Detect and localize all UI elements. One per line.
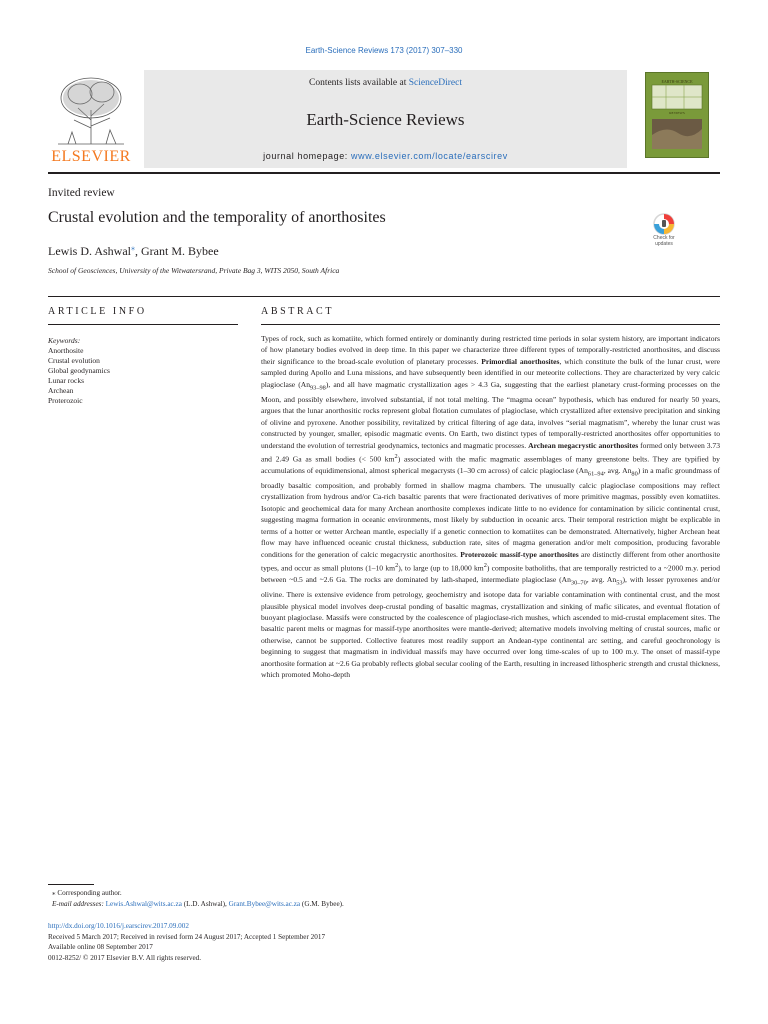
journal-citation[interactable]: Earth-Science Reviews 173 (2017) 307–330 [305,46,463,55]
publication-info [48,921,325,963]
crossmark-button[interactable] [650,212,678,252]
author-name[interactable]: Grant M. Bybee [141,244,219,258]
abstract-text-run: ), with lesser pyroxenes and/or olivine. There is extensive evidence from petrology, geochemistry and isotope data for variable contamination with continental crust, and the most plausible physical model involves deep-crustal ponding of basaltic magmas, crystallization and sinking of mafic silicates, and eventual flotation of buoyant plagioclase. Massifs were constructed by the coalescence of plagioclase-rich mushes, which ascended to mid-crustal emplacement sites. The basaltic parent melts or magmas for massif-type anorthosites were mantle-derived; alternative models involving melting of crustal sources, mafic or otherwise, cannot be supported. Collective features most readily support an Andean-type continental arc setting, and careful geochronology is beginning to suggest that magmatism in individual massifs may have occurred over long time-scales of up to 100 m.y. The onset of massif-type anorthosite formation at ~2.6 Ga probably reflects global secular cooling of the Earth, resulting in increased lithospheric strength and crustal thickness, which promoted Moho-depth [261,575,721,680]
keyword-item: Crustal evolution [48,356,100,365]
abstract-text-run: , avg. An [603,466,632,476]
keyword-item: Proterozoic [48,396,83,405]
homepage-prefix: journal homepage: [263,151,351,161]
journal-header [48,70,720,168]
abstract-rule [261,324,720,325]
sciencedirect-link[interactable]: ScienceDirect [408,78,462,88]
journal-masthead [144,70,627,168]
abstract-text [261,333,720,681]
author-list [48,243,219,259]
abstract-text-run: ), to large (up to 18,000 km [398,563,484,573]
cover-subtitle: REVIEWS [669,111,685,115]
keyword-item: Global geodynamics [48,366,110,375]
cover-art-icon [646,73,708,157]
abstract-superscript: 2 [395,562,399,570]
elsevier-tree-icon [48,70,134,148]
abstract-emphasis: Primordial anorthosites [481,356,560,366]
email-label: E-mail addresses: [52,899,104,908]
email-owner: (L.D. Ashwal), [181,899,229,908]
abstract-text-run: formed only between 3.73 and 2.49 Ga as small bodies (< 500 km [261,440,720,464]
article-title: Crustal evolution and the temporality of anorthosites [48,209,386,226]
copyright: 0012-8252/ © 2017 Elsevier B.V. All rights reserved. [48,953,202,962]
abstract-text-run: Types of rock, such as komatiite, which formed entirely or dominantly during restricted time periods in solar system history, are important indicators of how planetary bodies evolved in deep time. In this paper we characterize three different types of temporally-restricted anorthosites, and discuss their significance to the broad-scale evolution of planetary processes. [261,334,720,366]
homepage-line [144,151,627,161]
email-owner: (G.M. Bybee). [300,899,344,908]
abstract-subscript: 93–98 [310,384,326,392]
contents-line [144,78,627,88]
abstract-text-run: ) composite batholiths, that are temporally restricted to a ~2000 m.y. period between ~0.5 and ~2.6 Ga. The rocks are dominated by lath-shaped, intermediate plagioclase (An [261,563,720,585]
keyword-item: Archean [48,386,74,395]
email-line [52,899,344,910]
article-info-heading: ARTICLE INFO [48,306,147,317]
publisher-wordmark: ELSEVIER [51,148,131,165]
header-divider [48,172,720,174]
author-separator: , [135,244,141,258]
online-date: Available online 08 September 2017 [48,943,153,952]
article-history: Received 5 March 2017; Received in revised form 24 August 2017; Accepted 1 September 2017 [48,932,326,941]
elsevier-tree-logo[interactable] [48,70,134,168]
homepage-link[interactable]: www.elsevier.com/locate/earscirev [351,151,508,161]
keywords-block [48,336,228,406]
email-link[interactable]: Lewis.Ashwal@wits.ac.za [105,899,182,908]
abstract-superscript: 2 [483,562,487,570]
abstract-subscript: 30–70 [570,579,587,587]
corresponding-author-mark[interactable]: ⁎ [131,243,135,252]
contents-prefix: Contents lists available at [308,78,409,88]
abstract-heading: ABSTRACT [261,306,335,317]
abstract-text-run: ) in a mafic groundmass of broadly basaltic composition, and probably formed in shallow magma chambers. The unusually calcic plagioclase compositions may reflect crystallization from hydrous and/or Ca-rich basaltic parents that were fractionated derivatives of more primitive magmas, possibly even komatiites. Isotopic and geochemical data for many Archean anorthosite complexes indicate little to no evidence for contamination by silicic continental crust, suggesting magma formation in oceanic environments, most likely by subduction in oceanic arcs. Their temporal restriction might be explicable in terms of a hotter or wetter Archean mantle, especially if a genetic connection to komatiites can be demonstrated. Alternatively, higher Archean heat flow may have influenced oceanic crustal thickness, subduction rate, sites of magma generation and/or melt composition, producing favorable conditions for the generation of calcic megacrystic anorthosites. [261,466,720,559]
abstract-text-run: ) associated with the mafic magmatic assemblages of many greenstone belts. They are typified by accumulations of equidimensional, almost spherical megacrysts (1–30 cm across) of calcic plagioclase (An [261,454,720,476]
author-name[interactable]: Lewis D. Ashwal [48,244,131,258]
journal-name: Earth-Science Reviews [306,110,465,129]
doi-link[interactable]: http://dx.doi.org/10.1016/j.earscirev.2017.09.002 [48,922,189,930]
abstract-text-run: , avg. An [586,575,617,585]
footnote-rule [48,884,94,885]
keyword-item: Lunar rocks [48,376,85,385]
article-type: Invited review [48,187,115,199]
abstract-subscript: 61–94 [587,470,604,478]
abstract-emphasis: Archean megacrystic anorthosites [528,440,639,450]
affiliation: School of Geosciences, University of the Witwatersrand, Private Bag 3, WITS 2050, South Africa [48,266,340,275]
footnote-mark: ⁎ [52,889,56,897]
abstract-text-run: , which constitute the bulk of the lunar crust, were sampled during Apollo and Luna missions, and have subsequently been identified in our meteorite collections. They are characterized by very calcic plagioclase (An [261,356,721,389]
abstract-superscript: 2 [394,453,398,461]
abstract-emphasis: Proterozoic massif-type anorthosites [460,549,579,559]
footnote-text: Corresponding author. [55,889,122,897]
section-divider [48,296,720,297]
abstract-text-run: are distinctly different from other anorthosite types, and occur as small plutons (1–10 km [261,549,720,573]
crossmark-label: Check for updates [653,235,675,247]
footnotes [52,888,344,909]
journal-cover-thumbnail[interactable] [645,72,709,158]
abstract-text-run: ), and all have magmatic crystallization ages > 4.3 Ga, suggesting that the earliest planetary crust-forming processes on the Moon, and possibly elsewhere, involved substantial, if not total melting. The “magma ocean” hypothesis, which has endured for nearly 50 years, argues that the lunar anorthositic rocks represent global flotation cumulates of plagioclase, which crystallized after extensive precipitation and sinking of olivine and pyroxene. Another possibility, revitalized by critical filtering of age data, involves “serial magmatism”, whereby the lunar crust was constructed by younger, smaller, episodic magmatic events. On Earth, two distinct types of temporally-restricted anorthosites offer opportunities to understand the evolution of terrestrial geodynamics, tectonics and magmatic processes. [261,379,720,450]
article-info-rule [48,324,238,325]
keywords-label: Keywords: [48,336,81,345]
abstract-subscript: 53 [616,579,623,587]
cover-title: EARTH-SCIENCE [661,79,693,84]
email-link[interactable]: Grant.Bybee@wits.ac.za [228,899,301,908]
abstract-subscript: 80 [631,470,638,478]
corresponding-author-note [52,888,344,899]
keyword-item: Anorthosite [48,346,84,355]
